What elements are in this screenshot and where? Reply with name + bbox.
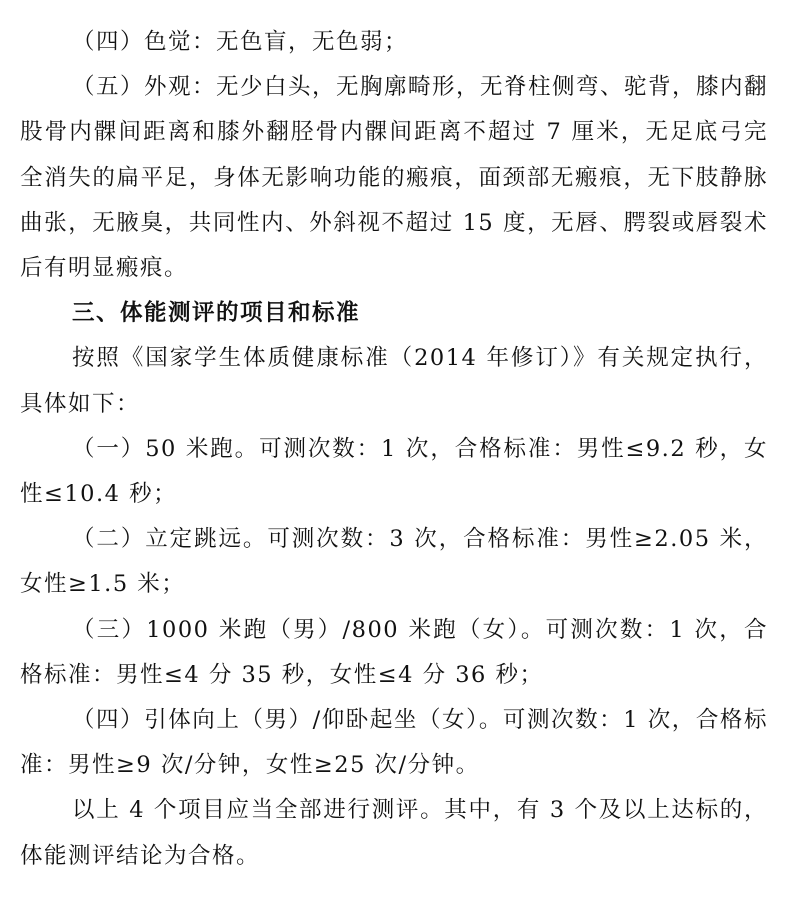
document-page — [20, 20, 768, 879]
appearance-paragraph: （五）外观：无少白头，无胸廓畸形，无脊柱侧弯、驼背，膝内翻股骨内髁间距离和膝外翻胫骨内髁间距离不超过 7 厘米，无足底弓完全消失的扁平足，身体无影响功能的瘢痕，面颈部无瘢痕，无下肢静脉曲张，无腋臭，共同性内、外斜视不超过 15 度，无唇、腭裂或唇裂术后有明显瘢痕。 — [20, 74, 769, 282]
section-heading: 三、体能测评的项目和标准 — [72, 300, 361, 327]
color-vision-paragraph: （四）色觉：无色盲，无色弱； — [72, 29, 409, 55]
intro-paragraph: 按照《国家学生体质健康标准（2014 年修订）》有关规定执行，具体如下： — [20, 345, 768, 417]
test-item-50m-run: （一）50 米跑。可测次数：1 次，合格标准：男性≤9.2 秒，女性≤10.4 秒； — [20, 435, 768, 508]
test-item-standing-long-jump: （二）立定跳远。可测次数：3 次，合格标准：男性≥2.05 米，女性≥1.5 米； — [20, 526, 768, 598]
test-item-pull-ups-sit-ups: （四）引体向上（男）/仰卧起坐（女）。可测次数：1 次，合格标准：男性≥9 次/分钟，女性≥25 次/分钟。 — [20, 707, 768, 779]
conclusion-paragraph: 以上 4 个项目应当全部进行测评。其中，有 3 个及以上达标的，体能测评结论为合格。 — [20, 797, 768, 869]
test-item-endurance-run: （三）1000 米跑（男）/800 米跑（女）。可测次数：1 次，合格标准：男性≤4 分 35 秒，女性≤4 分 36 秒； — [20, 616, 768, 688]
